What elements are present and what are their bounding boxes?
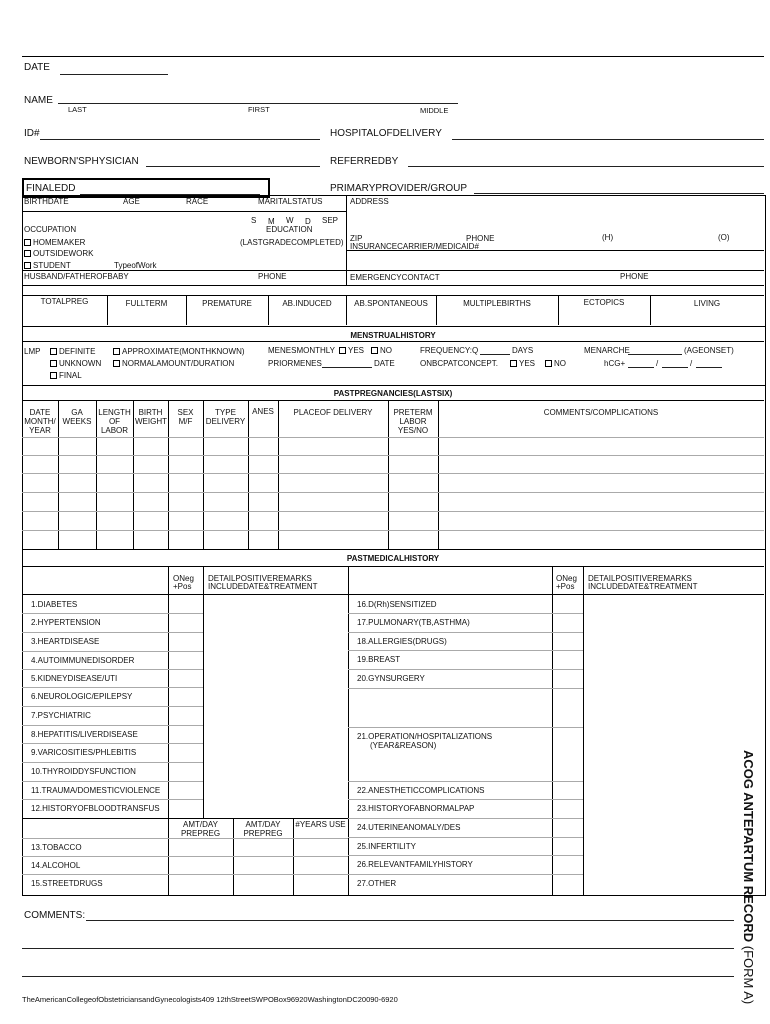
left-row-rule xyxy=(22,743,203,744)
referred-field[interactable] xyxy=(408,166,764,167)
approximate-checkbox[interactable] xyxy=(113,348,120,355)
left-row-rule xyxy=(22,799,203,800)
homemaker-option[interactable] xyxy=(24,238,85,247)
education-sub: (LASTGRADECOMPLETED) xyxy=(240,238,344,247)
totals-divider xyxy=(436,295,437,325)
totals-divider xyxy=(268,295,269,325)
homemaker-text: HOMEMAKER xyxy=(33,238,86,247)
totals-fullterm: FULLTERM xyxy=(125,299,168,308)
left-item-5-answer[interactable] xyxy=(168,669,203,687)
onbcp-yes-checkbox[interactable] xyxy=(510,360,517,367)
left-item-7: 7.PSYCHIATRIC xyxy=(31,711,91,720)
hcg-slash-2: / xyxy=(690,359,693,368)
left-item-7-answer[interactable] xyxy=(168,706,203,724)
definite-option[interactable] xyxy=(50,347,95,356)
totals-abspontaneous: AB.SPONTANEOUS xyxy=(354,299,428,308)
referred-label: REFERREDBY xyxy=(330,156,399,167)
id-label: ID# xyxy=(24,128,40,139)
frequency-label: FREQUENCY:Q xyxy=(420,346,479,355)
emergency-phone-label: PHONE xyxy=(620,272,649,281)
type-of-work-label: TypeofWork xyxy=(114,261,157,270)
right-item-7: 22.ANESTHETICCOMPLICATIONS xyxy=(357,786,485,795)
totals-divider xyxy=(650,295,651,325)
marital-code-s[interactable]: S xyxy=(251,216,257,225)
right-item-answer[interactable] xyxy=(552,781,583,799)
mh-col-e xyxy=(583,566,584,895)
id-field[interactable] xyxy=(40,139,320,140)
demo-rule-2 xyxy=(22,270,764,271)
menses-label: MENESMONTHLY xyxy=(268,346,335,355)
left-row-rule xyxy=(22,687,203,688)
mh-col-b xyxy=(203,566,204,818)
right-item-9: 24.UTERINEANOMALY/DES xyxy=(357,823,461,832)
hospital-label: HOSPITALOFDELIVERY xyxy=(330,128,442,139)
pp-header-4: SEX M/F xyxy=(177,408,194,426)
pp-header-3: BIRTH WEIGHT xyxy=(135,408,167,426)
totals-divider xyxy=(107,295,108,325)
right-item-3: 19.BREAST xyxy=(357,655,401,664)
name-sub-last: LAST xyxy=(68,105,87,114)
days-label: DAYS xyxy=(512,346,534,355)
pp-entry-row[interactable] xyxy=(22,437,764,455)
definite-checkbox[interactable] xyxy=(50,348,57,355)
emergency-label: EMERGENCYCONTACT xyxy=(350,273,440,282)
top-rule xyxy=(22,56,764,57)
education-label: EDUCATION xyxy=(266,225,313,234)
left-item-5: 5.KIDNEYDISEASE/UTI xyxy=(31,674,118,683)
right-item-answer[interactable] xyxy=(552,650,583,668)
onbcp-label: ONBCPATCONCEPT. xyxy=(420,359,498,368)
menarche-label: MENARCHE xyxy=(584,346,630,355)
substance-item-15-answer[interactable] xyxy=(168,874,348,892)
menstrual-title: MENSTRUALHISTORY xyxy=(350,331,436,340)
hospital-field[interactable] xyxy=(452,139,764,140)
left-item-12-answer[interactable] xyxy=(168,799,203,817)
primary-field[interactable] xyxy=(474,193,764,194)
menses-yes-text: YES xyxy=(348,346,365,355)
onbcp-yes[interactable] xyxy=(510,359,535,368)
left-item-10: 10.THYROIDDYSFUNCTION xyxy=(31,767,136,776)
substance-item-13: 13.TOBACCO xyxy=(31,843,82,852)
name-sub-middle: MIDDLE xyxy=(420,106,449,115)
occupation-label: OCCUPATION xyxy=(24,225,77,234)
right-row-rule xyxy=(348,781,583,782)
approximate-option[interactable] xyxy=(113,347,245,356)
marital-code-m[interactable]: M xyxy=(268,217,275,226)
name-sub-first: FIRST xyxy=(248,105,270,114)
right-item-10: 25.INFERTILITY xyxy=(357,842,416,851)
left-item-1: 1.DIABETES xyxy=(31,600,78,609)
mh-header-rule xyxy=(22,594,764,595)
right-oneg: ONeg xyxy=(556,574,577,583)
left-pos: +Pos xyxy=(173,582,192,591)
right-item-5: 21.OPERATION/HOSPITALIZATIONS xyxy=(357,732,493,741)
husband-phone-label: PHONE xyxy=(258,272,287,281)
final-checkbox[interactable] xyxy=(50,372,57,379)
left-item-8: 8.HEPATITIS/LIVERDISEASE xyxy=(31,730,138,739)
hcg-label: hCG+ xyxy=(604,359,626,368)
pp-header-7: PLACEOF DELIVERY xyxy=(293,408,373,417)
totals-living: LIVING xyxy=(693,299,721,308)
marital-code-sep[interactable]: SEP xyxy=(322,216,339,225)
left-row-rule xyxy=(22,725,203,726)
unknown-text: UNKNOWN xyxy=(59,359,102,368)
menses-yes[interactable] xyxy=(339,346,364,355)
age-onset-label: (AGEONSET) xyxy=(684,346,734,355)
right-item-6: (YEAR&REASON) xyxy=(370,741,437,750)
left-row-rule xyxy=(22,651,203,652)
race-label: RACE xyxy=(186,197,209,206)
right-include: INCLUDEDATE&TREATMENT xyxy=(588,582,698,591)
left-include: INCLUDEDATE&TREATMENT xyxy=(208,582,318,591)
form-title-main: ACOG ANTEPARTUM RECORD xyxy=(741,750,756,943)
lmp-label: LMP xyxy=(24,347,41,356)
mh-rule xyxy=(22,566,764,567)
name-field[interactable] xyxy=(58,103,458,104)
onbcp-no-text: NO xyxy=(554,359,566,368)
totals-divider xyxy=(558,295,559,325)
form-title xyxy=(741,750,756,1004)
left-item-9-answer[interactable] xyxy=(168,743,203,761)
insurance-label: INSURANCECARRIER/MEDICAID# xyxy=(350,242,479,251)
hcg-slash-1: / xyxy=(656,359,659,368)
right-item-answer[interactable] xyxy=(552,799,583,817)
left-row-rule xyxy=(22,781,203,782)
left-item-3-answer[interactable] xyxy=(168,632,203,650)
totals-multiplebirths: MULTIPLEBIRTHS xyxy=(463,299,531,308)
final-text: FINAL xyxy=(59,371,82,380)
right-item-answer[interactable] xyxy=(552,855,583,873)
normal-checkbox[interactable] xyxy=(113,360,120,367)
substance-header-1: AMT/DAY PREPREG xyxy=(243,820,283,838)
frequency-field[interactable] xyxy=(480,354,510,355)
left-item-11: 11.TRAUMA/DOMESTICVIOLENCE xyxy=(31,786,161,795)
pp-header-8: PRETERM LABOR YES/NO xyxy=(393,408,433,435)
substance-header-0: AMT/DAY PREPREG xyxy=(180,820,221,838)
right-item-11: 26.RELEVANTFAMILYHISTORY xyxy=(357,860,473,869)
totals-premature: PREMATURE xyxy=(202,299,252,308)
right-row-rule xyxy=(348,799,583,800)
zip-label: ZIP xyxy=(350,234,363,243)
substance-item-13-answer[interactable] xyxy=(168,838,348,856)
hcg-field-3[interactable] xyxy=(696,367,722,368)
comments-line-2[interactable] xyxy=(22,948,734,949)
date-label: DATE xyxy=(24,62,50,73)
outsidework-text: OUTSIDEWORK xyxy=(33,249,94,258)
comments-line-1[interactable] xyxy=(86,920,734,921)
menses-yes-checkbox[interactable] xyxy=(339,347,346,354)
left-item-2-answer[interactable] xyxy=(168,613,203,631)
past-pregnancies-title: PASTPREGNANCIES(LASTSIX) xyxy=(333,389,453,398)
substance-item-14-answer[interactable] xyxy=(168,856,348,874)
right-item-12: 27.OTHER xyxy=(357,879,397,888)
pp-header-1: GA WEEKS xyxy=(62,408,92,426)
homemaker-checkbox[interactable] xyxy=(24,239,31,246)
mh-col-c xyxy=(348,566,349,895)
approximate-text: APPROXIMATE(MONTHKNOWN) xyxy=(122,347,245,356)
outsidework-option[interactable] xyxy=(24,249,93,258)
totals-divider xyxy=(346,295,347,325)
prior-label: PRIORMENES xyxy=(268,359,322,368)
address-label: ADDRESS xyxy=(350,197,389,206)
menarche-field[interactable] xyxy=(628,354,682,355)
pp-header-5: TYPE DELIVERY xyxy=(205,408,246,426)
definite-text: DEFINITE xyxy=(59,347,96,356)
pp-header-0: DATE MONTH/ YEAR xyxy=(24,408,56,435)
pp-entry-row[interactable] xyxy=(22,455,764,473)
phone-h: (H) xyxy=(602,233,614,242)
form-title-sub: (FORM A) xyxy=(741,945,756,1005)
right-row-rule xyxy=(348,874,583,875)
final-option[interactable] xyxy=(50,371,82,380)
left-item-10-answer[interactable] xyxy=(168,762,203,780)
normal-text: NORMALAMOUNT/DURATION xyxy=(122,359,235,368)
onbcp-no[interactable] xyxy=(545,359,566,368)
right-row-rule xyxy=(348,855,583,856)
right-item-answer[interactable] xyxy=(552,613,583,631)
totals-ectopics: ECTOPICS xyxy=(583,298,625,307)
birthdate-label: BIRTHDATE xyxy=(24,197,69,206)
right-row-rule xyxy=(348,688,583,689)
unknown-checkbox[interactable] xyxy=(50,360,57,367)
marital-label: MARITALSTATUS xyxy=(258,197,323,206)
right-item-2: 18.ALLERGIES(DRUGS) xyxy=(357,637,447,646)
pp-entry-row[interactable] xyxy=(22,492,764,511)
phone-label: PHONE xyxy=(466,234,495,243)
right-item-answer[interactable] xyxy=(552,632,583,650)
pp-header-6: ANES xyxy=(252,407,274,416)
totals-totalpreg: TOTALPREG xyxy=(40,297,89,306)
left-item-4-answer[interactable] xyxy=(168,651,203,669)
left-row-rule xyxy=(22,762,203,763)
demo-rule-5 xyxy=(22,295,764,296)
totals-divider xyxy=(186,295,187,325)
left-item-6: 6.NEUROLOGIC/EPILEPSY xyxy=(31,692,133,701)
footer-text: TheAmericanCollegeofObstetriciansandGynecologists409 12thStreetSWPOBox96920WashingtonDC20090-6920 xyxy=(22,995,398,1004)
student-option[interactable] xyxy=(24,261,71,270)
left-item-9: 9.VARICOSITIES/PHLEBITIS xyxy=(31,748,137,757)
substance-item-14: 14.ALCOHOL xyxy=(31,861,81,870)
marital-code-d[interactable]: D xyxy=(305,217,311,226)
outsidework-checkbox[interactable] xyxy=(24,250,31,257)
hcg-field-1[interactable] xyxy=(628,367,654,368)
pp-entry-row[interactable] xyxy=(22,511,764,530)
unknown-option[interactable] xyxy=(50,359,101,368)
menses-no-checkbox[interactable] xyxy=(371,347,378,354)
demo-rule-1 xyxy=(22,211,346,212)
name-label: NAME xyxy=(24,95,53,106)
right-row-rule xyxy=(348,818,583,819)
menses-no-text: NO xyxy=(380,346,392,355)
right-pos: +Pos xyxy=(556,582,575,591)
right-item-answer[interactable] xyxy=(552,818,583,836)
right-item-4: 20.GYNSURGERY xyxy=(357,674,425,683)
left-row-rule xyxy=(22,632,203,633)
right-item-answer[interactable] xyxy=(552,669,583,687)
physician-field[interactable] xyxy=(146,166,320,167)
totals-abinduced: AB.INDUCED xyxy=(282,299,332,308)
date-field[interactable] xyxy=(60,74,168,75)
demo-rule-4 xyxy=(22,285,764,286)
left-table-end xyxy=(22,818,348,819)
phone-o: (O) xyxy=(718,233,730,242)
menstrual-rule xyxy=(22,341,764,342)
left-row-rule xyxy=(22,706,203,707)
physician-label: NEWBORN'SPHYSICIAN xyxy=(24,156,139,167)
substance-item-15: 15.STREETDRUGS xyxy=(31,879,103,888)
left-item-1-answer[interactable] xyxy=(168,595,203,613)
left-detail: DETAILPOSITIVEREMARKS xyxy=(208,574,312,583)
pp-header-2: LENGTH OF LABOR xyxy=(98,408,131,435)
right-row-rule xyxy=(348,727,583,728)
age-label: AGE xyxy=(123,197,140,206)
right-row-rule xyxy=(348,669,583,670)
student-text: STUDENT xyxy=(33,261,71,270)
left-item-3: 3.HEARTDISEASE xyxy=(31,637,100,646)
right-item-answer[interactable] xyxy=(552,837,583,855)
right-item-1: 17.PULMONARY(TB,ASTHMA) xyxy=(357,618,470,627)
right-row-rule xyxy=(348,613,583,614)
left-item-12: 12.HISTORYOFBLOODTRANSFUS xyxy=(31,804,160,813)
marital-code-w[interactable]: W xyxy=(286,216,294,225)
primary-label: PRIMARYPROVIDER/GROUP xyxy=(330,183,468,194)
demo-divider xyxy=(346,195,347,285)
prior-field[interactable] xyxy=(322,367,372,368)
onbcp-no-checkbox[interactable] xyxy=(545,360,552,367)
pp-entry-row[interactable] xyxy=(22,473,764,492)
husband-label: HUSBAND/FATHEROFBABY xyxy=(24,272,129,281)
pp-header-9: COMMENTS/COMPLICATIONS xyxy=(543,408,659,417)
right-item-answer[interactable] xyxy=(552,874,583,892)
right-detail: DETAILPOSITIVEREMARKS xyxy=(588,574,692,583)
comments-line-3[interactable] xyxy=(22,976,734,977)
right-row-rule xyxy=(348,837,583,838)
student-checkbox[interactable] xyxy=(24,262,31,269)
left-item-6-answer[interactable] xyxy=(168,687,203,705)
left-row-rule xyxy=(22,613,203,614)
onbcp-yes-text: YES xyxy=(519,359,536,368)
menses-no[interactable] xyxy=(371,346,392,355)
finaledd-label: FINALEDD xyxy=(26,183,76,194)
prior-date-label: DATE xyxy=(374,359,395,368)
right-row-rule xyxy=(348,650,583,651)
left-item-11-answer[interactable] xyxy=(168,781,203,799)
left-item-4: 4.AUTOIMMUNEDISORDER xyxy=(31,656,135,665)
comments-label: COMMENTS: xyxy=(24,910,86,921)
left-oneg: ONeg xyxy=(173,574,194,583)
right-item-answer[interactable] xyxy=(552,595,583,613)
right-item-0: 16.D(Rh)SENSITIZED xyxy=(357,600,437,609)
normal-option[interactable] xyxy=(113,359,234,368)
substance-header-2: #YEARS USE xyxy=(295,820,346,829)
left-row-rule xyxy=(22,669,203,670)
right-item-8: 23.HISTORYOFABNORMALPAP xyxy=(357,804,475,813)
left-item-8-answer[interactable] xyxy=(168,725,203,743)
medical-history-title: PASTMEDICALHISTORY xyxy=(346,554,440,563)
hcg-field-2[interactable] xyxy=(662,367,688,368)
pp-entry-row[interactable] xyxy=(22,530,764,549)
left-item-2: 2.HYPERTENSION xyxy=(31,618,101,627)
right-row-rule xyxy=(348,632,583,633)
